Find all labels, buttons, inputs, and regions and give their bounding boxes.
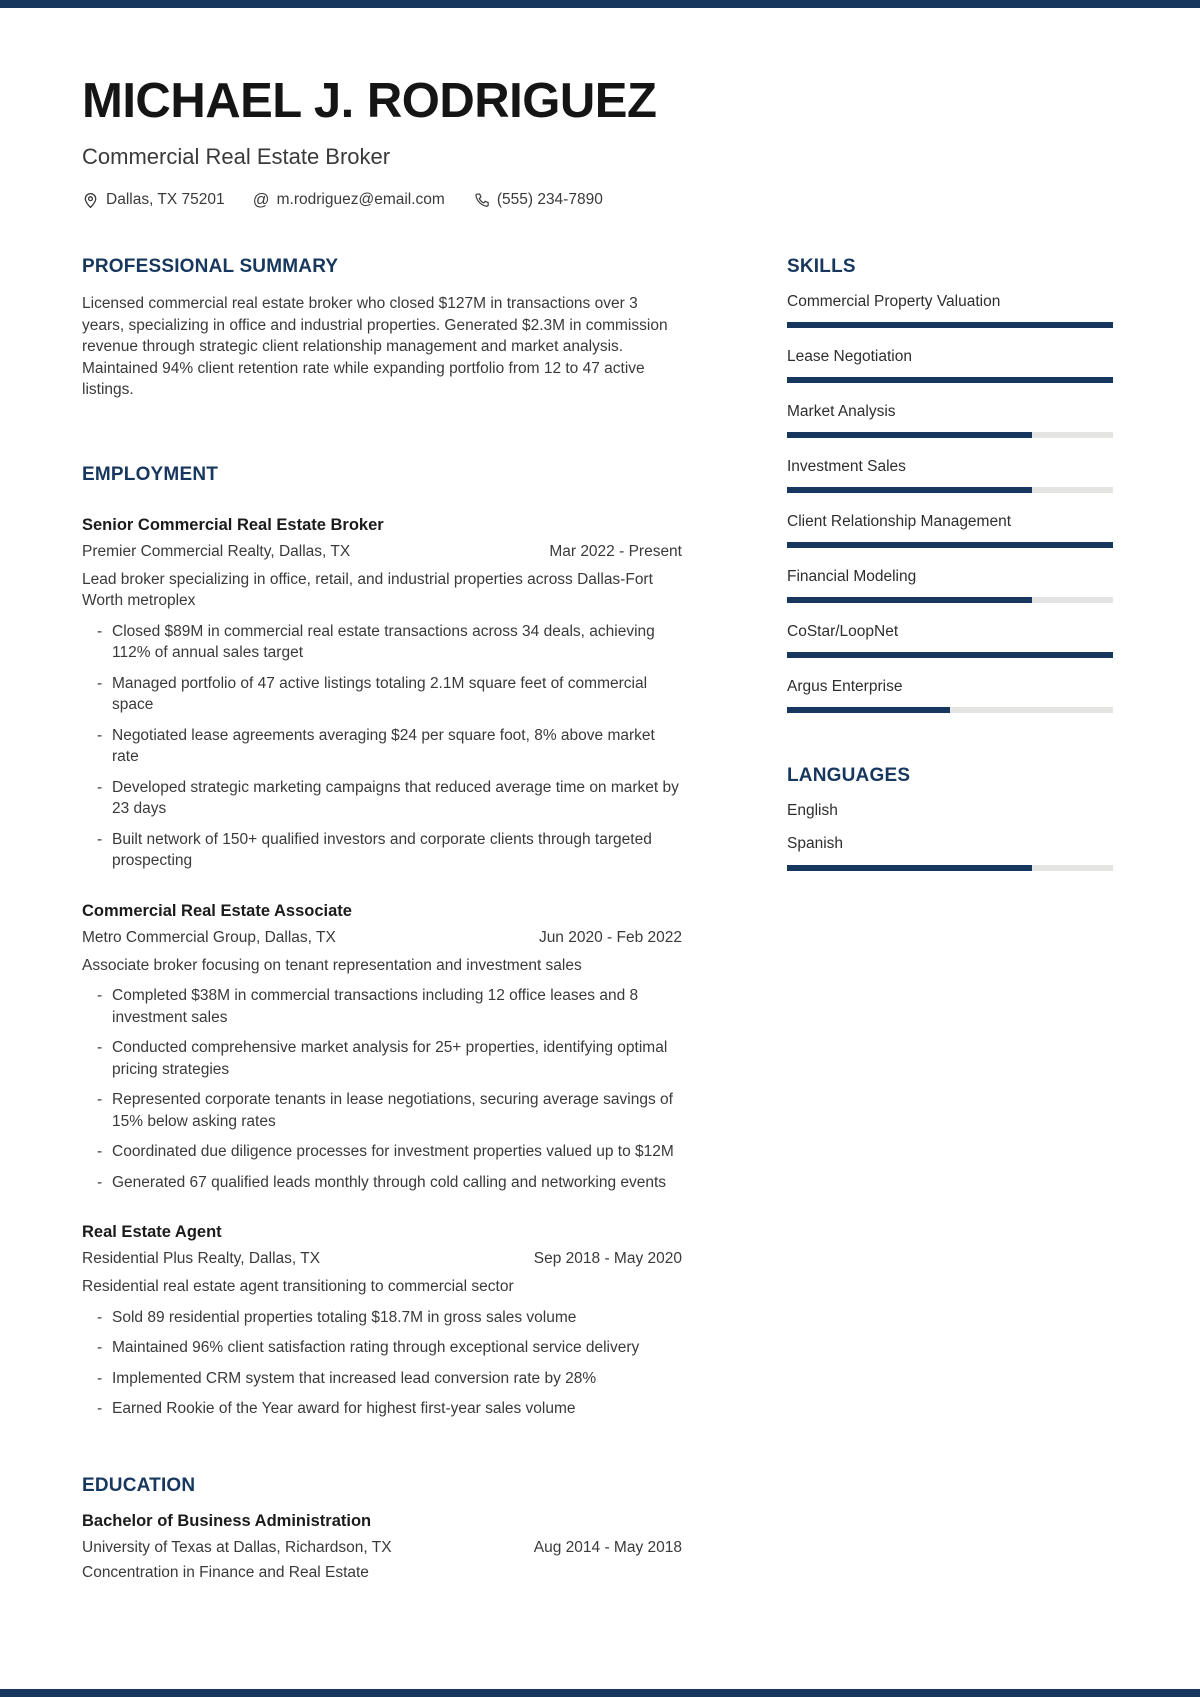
skill-bar-track bbox=[787, 432, 1113, 438]
skills-heading: SKILLS bbox=[787, 256, 856, 278]
job-bullet: - Coordinated due diligence processes for investment properties valued up to $12M bbox=[82, 1141, 682, 1163]
job-description: Lead broker specializing in office, retail, and industrial properties across Dallas-Fort Worth metroplex bbox=[82, 570, 653, 610]
employment-heading: EMPLOYMENT bbox=[82, 463, 219, 485]
language-bar-fill bbox=[787, 865, 1032, 871]
resume-header bbox=[82, 0, 1113, 209]
email-at-icon: @ bbox=[252, 191, 270, 210]
job-bullet: - Negotiated lease agreements averaging $24 per square foot, 8% above market rate bbox=[82, 725, 682, 768]
skill-label: Client Relationship Management bbox=[787, 513, 1012, 531]
skill-bar-fill bbox=[787, 652, 1113, 658]
skill-item bbox=[787, 458, 1113, 493]
skill-bar-fill bbox=[787, 322, 1113, 328]
education-meta-row bbox=[82, 1539, 682, 1557]
skill-bar-fill bbox=[787, 597, 1032, 603]
location-pin-icon bbox=[82, 192, 99, 209]
bottom-accent-bar bbox=[0, 1689, 1200, 1697]
skill-bar-fill bbox=[787, 542, 1113, 548]
contact-location-text: Dallas, TX 75201 bbox=[106, 191, 225, 209]
contact-phone bbox=[473, 191, 603, 209]
language-item bbox=[787, 802, 1113, 820]
education-degree: Bachelor of Business Administration bbox=[82, 1511, 372, 1530]
education-detail: Concentration in Finance and Real Estate bbox=[82, 1563, 369, 1581]
skill-label: Market Analysis bbox=[787, 403, 896, 421]
job-bullet: - Represented corporate tenants in lease negotiations, securing average savings of 15% below asking rates bbox=[82, 1089, 682, 1132]
languages-section bbox=[787, 765, 1113, 871]
skill-bar-track bbox=[787, 597, 1113, 603]
language-label: Spanish bbox=[787, 835, 844, 853]
skill-item bbox=[787, 623, 1113, 658]
summary-heading: PROFESSIONAL SUMMARY bbox=[82, 256, 339, 278]
job-bullet: - Maintained 96% client satisfaction rating through exceptional service delivery bbox=[82, 1337, 682, 1359]
language-bar-track bbox=[787, 865, 1113, 871]
person-job-title: Commercial Real Estate Broker bbox=[82, 144, 391, 170]
skill-label: Financial Modeling bbox=[787, 568, 917, 586]
contact-row bbox=[82, 191, 1113, 209]
skill-item bbox=[787, 678, 1113, 713]
job-description: Residential real estate agent transitioning to commercial sector bbox=[82, 1278, 514, 1296]
skill-bar-fill bbox=[787, 432, 1032, 438]
job-bullet-list bbox=[82, 985, 682, 1193]
skill-label: Lease Negotiation bbox=[787, 348, 912, 366]
language-item bbox=[787, 835, 1113, 871]
job-company: Metro Commercial Group, Dallas, TX bbox=[82, 928, 336, 946]
job-meta-row bbox=[82, 1250, 682, 1268]
contact-phone-text: (555) 234-7890 bbox=[496, 191, 603, 209]
skill-item bbox=[787, 293, 1113, 328]
skill-label: Commercial Property Valuation bbox=[787, 293, 1001, 311]
top-accent-bar bbox=[0, 0, 1200, 8]
skill-bar-fill bbox=[787, 487, 1032, 493]
skill-item bbox=[787, 513, 1113, 548]
job-title: Senior Commercial Real Estate Broker bbox=[82, 515, 384, 534]
job-bullet: - Managed portfolio of 47 active listings totaling 2.1M square feet of commercial space bbox=[82, 673, 682, 716]
job-bullet: - Earned Rookie of the Year award for highest first-year sales volume bbox=[82, 1398, 682, 1420]
job-title: Real Estate Agent bbox=[82, 1223, 222, 1242]
job-bullet: - Implemented CRM system that increased lead conversion rate by 28% bbox=[82, 1368, 682, 1390]
job-meta-row bbox=[82, 543, 682, 561]
job-entry bbox=[82, 1223, 682, 1420]
job-bullet: - Generated 67 qualified leads monthly through cold calling and networking events bbox=[82, 1172, 682, 1194]
job-bullet-list bbox=[82, 1307, 682, 1420]
main-column bbox=[82, 256, 682, 1582]
job-entry bbox=[82, 902, 682, 1194]
job-description: Associate broker focusing on tenant representation and investment sales bbox=[82, 956, 582, 974]
content-columns bbox=[82, 256, 1113, 1582]
skill-item bbox=[787, 568, 1113, 603]
skill-bar-track bbox=[787, 377, 1113, 383]
job-title: Commercial Real Estate Associate bbox=[82, 901, 352, 920]
skill-label: CoStar/LoopNet bbox=[787, 623, 899, 641]
job-bullet: - Conducted comprehensive market analysis for 25+ properties, identifying optimal pricing strategies bbox=[82, 1037, 682, 1080]
job-bullet: - Closed $89M in commercial real estate transactions across 34 deals, achieving 112% of annual sales target bbox=[82, 621, 682, 664]
job-dates: Sep 2018 - May 2020 bbox=[533, 1250, 682, 1268]
job-meta-row bbox=[82, 929, 682, 947]
summary-section bbox=[82, 256, 682, 401]
employment-section bbox=[82, 464, 682, 1420]
person-name: MICHAEL J. RODRIGUEZ bbox=[82, 74, 657, 128]
job-bullet: - Completed $38M in commercial transactions including 12 office leases and 8 investment sales bbox=[82, 985, 682, 1028]
skill-label: Investment Sales bbox=[787, 458, 906, 476]
skill-item bbox=[787, 348, 1113, 383]
job-entry bbox=[82, 516, 682, 872]
education-school: University of Texas at Dallas, Richardson, TX bbox=[82, 1538, 392, 1556]
skill-label: Argus Enterprise bbox=[787, 678, 903, 696]
education-dates: Aug 2014 - May 2018 bbox=[533, 1538, 682, 1556]
job-company: Residential Plus Realty, Dallas, TX bbox=[82, 1250, 321, 1268]
job-company: Premier Commercial Realty, Dallas, TX bbox=[82, 542, 351, 560]
job-bullet-list bbox=[82, 621, 682, 872]
job-bullet: - Sold 89 residential properties totaling $18.7M in gross sales volume bbox=[82, 1307, 682, 1329]
job-bullet: - Built network of 150+ qualified investors and corporate clients through targeted prospecting bbox=[82, 829, 682, 872]
sidebar-column bbox=[787, 256, 1113, 1582]
education-heading: EDUCATION bbox=[82, 1474, 196, 1496]
skill-bar-track bbox=[787, 322, 1113, 328]
skill-bar-track bbox=[787, 707, 1113, 713]
skill-bar-fill bbox=[787, 707, 950, 713]
summary-text: Licensed commercial real estate broker who closed $127M in transactions over 3 years, specializing in office and industrial properties. Generated $2.3M in commission revenue through strategic client relationship management and market analysis. Maintained 94% client retention rate while expanding portfolio from 12 to 47 active listings. bbox=[82, 295, 668, 399]
languages-heading: LANGUAGES bbox=[787, 765, 911, 787]
contact-email-text: m.rodriguez@email.com bbox=[276, 191, 445, 209]
phone-icon bbox=[473, 192, 490, 209]
job-dates: Mar 2022 - Present bbox=[549, 542, 682, 560]
education-section bbox=[82, 1475, 682, 1582]
job-dates: Jun 2020 - Feb 2022 bbox=[538, 928, 682, 946]
language-label: English bbox=[787, 802, 838, 820]
contact-email bbox=[253, 191, 445, 209]
skills-section bbox=[787, 256, 1113, 713]
skill-bar-fill bbox=[787, 377, 1113, 383]
skill-bar-track bbox=[787, 652, 1113, 658]
contact-location bbox=[82, 191, 225, 209]
job-bullet: - Developed strategic marketing campaigns that reduced average time on market by 23 days bbox=[82, 777, 682, 820]
skill-item bbox=[787, 403, 1113, 438]
skill-bar-track bbox=[787, 542, 1113, 548]
skill-bar-track bbox=[787, 487, 1113, 493]
